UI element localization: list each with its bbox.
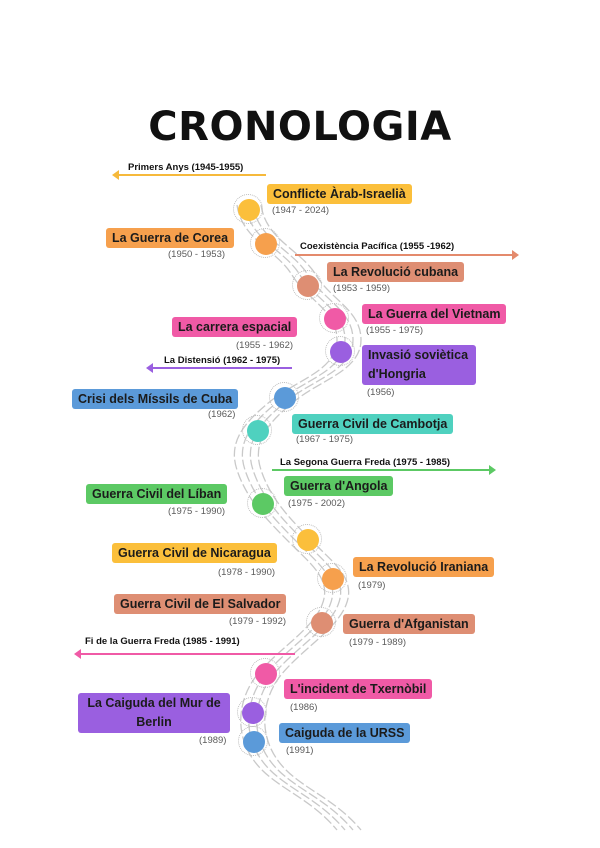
timeline-node-mur-berlin: [242, 702, 264, 724]
event-label-carrera-espacial: La carrera espacial: [172, 317, 297, 337]
event-dates-hongria: (1956): [367, 387, 395, 398]
event-dates-angola: (1975 - 2002): [288, 498, 346, 509]
event-label-angola: Guerra d'Angola: [284, 476, 393, 496]
event-dates-nicaragua: (1978 - 1990): [218, 567, 276, 578]
event-label-urss: Caiguda de la URSS: [279, 723, 410, 743]
arrow-head-icon: [74, 649, 81, 659]
arrow-head-icon: [512, 250, 519, 260]
period-label-fi-guerra-freda: Fi de la Guerra Freda (1985 - 1991): [85, 636, 240, 647]
period-label-coexistencia: Coexistència Pacífica (1955 -1962): [300, 241, 455, 252]
timeline-node-urss: [243, 731, 265, 753]
event-dates-salvador: (1979 - 1992): [229, 616, 287, 627]
event-dates-afganistan: (1979 - 1989): [349, 637, 407, 648]
event-label-arab-israeli: Conflicte Àrab-Israelià: [267, 184, 412, 204]
event-label-hongria: Invasió soviètica d'Hongria: [362, 345, 476, 385]
event-label-corea: La Guerra de Corea: [106, 228, 234, 248]
timeline-node-salvador-afganistan: [311, 612, 333, 634]
period-label-distensio: La Distensió (1962 - 1975): [164, 355, 281, 366]
event-dates-mur-berlin: (1989): [199, 735, 227, 746]
period-label-primers-anys: Primers Anys (1945-1955): [128, 162, 244, 173]
event-label-cambotja: Guerra Civil de Cambotja: [292, 414, 453, 434]
event-label-liban: Guerra Civil del Líban: [86, 484, 227, 504]
timeline-node-iran: [322, 568, 344, 590]
event-dates-txernobil: (1986): [290, 702, 318, 713]
timeline-node-vietnam: [324, 308, 346, 330]
timeline-node-hongria: [330, 341, 352, 363]
period-arrow-primers-anys: [118, 174, 266, 176]
period-label-segona-guerra-freda: La Segona Guerra Freda (1975 - 1985): [280, 457, 451, 468]
event-label-vietnam: La Guerra del Vietnam: [362, 304, 506, 324]
timeline-node-cambotja: [247, 420, 269, 442]
event-label-txernobil: L'incident de Txernòbil: [284, 679, 432, 699]
event-dates-liban: (1975 - 1990): [168, 506, 226, 517]
event-label-missils-cuba: Crisi dels Míssils de Cuba: [72, 389, 238, 409]
event-dates-arab-israeli: (1947 - 2024): [272, 205, 330, 216]
event-dates-revolucio-cubana: (1953 - 1959): [333, 283, 391, 294]
timeline-node-missils-cuba: [274, 387, 296, 409]
event-dates-carrera-espacial: (1955 - 1962): [236, 340, 294, 351]
timeline-node-arab-israeli: [238, 199, 260, 221]
timeline-node-liban-angola: [252, 493, 274, 515]
event-label-mur-berlin: La Caiguda del Mur de Berlin: [78, 693, 230, 733]
arrow-head-icon: [112, 170, 119, 180]
event-dates-cambotja: (1967 - 1975): [296, 434, 354, 445]
period-arrow-segona-guerra-freda: [272, 469, 490, 471]
period-arrow-distensio: [152, 367, 292, 369]
event-dates-missils-cuba: (1962): [208, 409, 236, 420]
event-dates-iran: (1979): [358, 580, 386, 591]
event-label-nicaragua: Guerra Civil de Nicaragua: [112, 543, 277, 563]
event-label-afganistan: Guerra d'Afganistan: [343, 614, 475, 634]
period-arrow-coexistencia: [295, 254, 513, 256]
period-arrow-fi-guerra-freda: [80, 653, 295, 655]
event-dates-vietnam: (1955 - 1975): [366, 325, 424, 336]
event-label-iran: La Revolució Iraniana: [353, 557, 494, 577]
timeline-node-corea: [255, 233, 277, 255]
page-title: CRONOLOGIA: [148, 104, 452, 150]
event-label-revolucio-cubana: La Revolució cubana: [327, 262, 464, 282]
event-label-salvador: Guerra Civil de El Salvador: [114, 594, 286, 614]
event-dates-corea: (1950 - 1953): [168, 249, 226, 260]
timeline-node-txernobil: [255, 663, 277, 685]
arrow-head-icon: [146, 363, 153, 373]
event-dates-urss: (1991): [286, 745, 314, 756]
timeline-node-revolucio-cubana: [297, 275, 319, 297]
arrow-head-icon: [489, 465, 496, 475]
timeline-node-nicaragua: [297, 529, 319, 551]
